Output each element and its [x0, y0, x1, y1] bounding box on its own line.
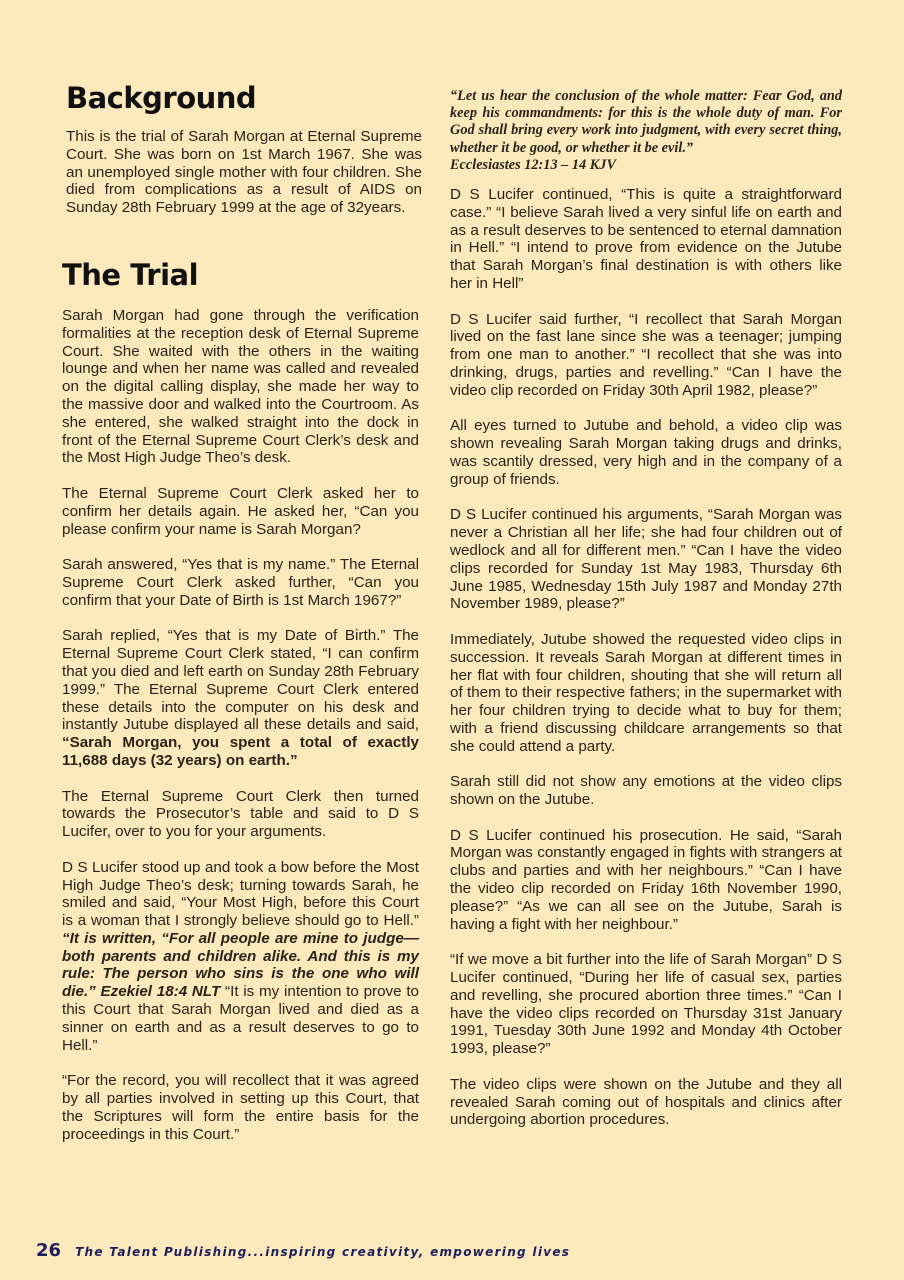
trial-paragraph-5: The Eternal Supreme Court Clerk then turned towards the Prosecutor’s table and said to D S Lucifer, over to you for your arguments.	[62, 787, 419, 841]
right-paragraph-1: D S Lucifer continued, “This is quite a straightforward case.” “I believe Sarah lived a very sinful life on earth and as a result deserves to be sentenced to eternal damnation in Hell.” “I intend to prove from evidence on the Jutube that Sarah Morgan’s final destination is with others like her in Hell”	[450, 186, 842, 292]
trial-paragraph-2: The Eternal Supreme Court Clerk asked her to confirm her details again. He asked her, “Can you please confirm your name is Sarah Morgan?	[62, 484, 419, 538]
trial-body	[62, 307, 419, 1161]
right-paragraph-4: D S Lucifer continued his arguments, “Sarah Morgan was never a Christian all her life; she had four children out of wedlock and all for different men.” “Can I have the video clips recorded for Sunday 1st May 1983, Thursday 6th June 1985, Wednesday 15th July 1987 and Monday 27th November 1989, please?”	[450, 506, 842, 613]
right-paragraph-2: D S Lucifer said further, “I recollect that Sarah Morgan lived on the fast lane since she was a teenager; jumping from one man to another.” “I recollect that she was into drinking, drugs, parties and revelling.” “Can I have the video clip recorded on Friday 30th April 1982, please?”	[450, 310, 842, 399]
scripture-quote-ezekiel: “It is written, “For all people are mine to judge—both parents and children alike. And this is my rule: The person who sins is the one who will die.” Ezekiel 18:4 NLT	[62, 929, 419, 1001]
trial-paragraph-6-end: “It is my intention to prove to this Court that Sarah Morgan lived and died as a sinner on earth and as a result deserves to go to Hell.”	[62, 983, 419, 1054]
right-paragraph-7: D S Lucifer continued his prosecution. He said, “Sarah Morgan was constantly engaged in fights with strangers at clubs and parties and with her neighbours.” “Can I have the video clip recorded on Friday 16th November 1990, please?” “As we can all see on the Jutube, Sarah is having a fight with her neighbour.”	[450, 826, 842, 933]
scripture-quote-block	[450, 88, 842, 174]
trial-paragraph-3: Sarah answered, “Yes that is my name.” The Eternal Supreme Court Clerk asked further, “Can you confirm that your Date of Birth is 1st March 1967?”	[62, 556, 419, 609]
trial-paragraph-6-text: D S Lucifer stood up and took a bow before the Most High Judge Theo’s desk; turning towards Sarah, he smiled and said, “Your Most High, before this Court is a woman that I strongly believe should go to Hell.”	[62, 858, 419, 930]
scripture-quote-text: “Let us hear the conclusion of the whole matter: Fear God, and keep his commandments: for this is the whole duty of man. For God shall bring every work into judgment, with every secret thing, whether it be good, or whether it be evil.”	[450, 88, 842, 156]
background-heading: Background	[66, 81, 257, 115]
right-paragraph-3: All eyes turned to Jutube and behold, a video clip was shown revealing Sarah Morgan taking drugs and drinks, was scantily dressed, very high and in the company of a group of friends.	[450, 417, 842, 488]
trial-paragraph-4-bold: “Sarah Morgan, you spent a total of exactly 11,688 days (32 years) on earth.”	[62, 734, 419, 769]
page-footer	[36, 1240, 570, 1261]
trial-paragraph-1: Sarah Morgan had gone through the verification formalities at the reception desk of Eternal Supreme Court. She waited with the others in the waiting lounge and when her name was called and revealed on the digital calling display, she made her way to the massive door and walked into the Courtroom. As she entered, she walked straight into the dock in front of the Eternal Supreme Court Clerk’s desk and the Most High Judge Theo’s desk.	[62, 307, 419, 467]
trial-heading: The Trial	[62, 258, 199, 292]
right-paragraph-6: Sarah still did not show any emotions at the video clips shown on the Jutube.	[450, 773, 842, 809]
trial-paragraph-6	[62, 859, 419, 1055]
scripture-quote-reference: Ecclesiastes 12:13 – 14 KJV	[450, 156, 616, 173]
trial-paragraph-4-text: Sarah replied, “Yes that is my Date of Birth.” The Eternal Supreme Court Clerk stated, “I can confirm that you died and left earth on Sunday 28th February 1999.” The Eternal Supreme Court Clerk entered these details into the computer on his desk and instantly Jutube displayed all these details and said,	[62, 627, 419, 734]
right-paragraph-8: “If we move a bit further into the life of Sarah Morgan” D S Lucifer continued, “During her life of casual sex, parties and revelling, she procured abortion three times.” “Can I have the video clips recorded on Thursday 31st January 1991, Tuesday 30th June 1992 and Monday 4th October 1993, please?”	[450, 951, 842, 1058]
scripture-quote-ecclesiastes	[450, 88, 842, 174]
publisher-tagline: The Talent Publishing...inspiring creativity, empowering lives	[75, 1245, 571, 1259]
background-paragraph: This is the trial of Sarah Morgan at Eternal Supreme Court. She was born on 1st March 1967. She was an unemployed single mother with four children. She died from complications as a result of AIDS on Sunday 28th February 1999 at the age of 32years.	[66, 128, 422, 217]
page-number: 26	[36, 1240, 62, 1261]
right-body	[450, 186, 842, 1147]
trial-paragraph-4	[62, 627, 419, 769]
trial-paragraph-7: “For the record, you will recollect that it was agreed by all parties involved in setting up this Court, that the Scriptures will form the entire basis for the proceedings in this Court.”	[62, 1072, 419, 1143]
right-paragraph-9: The video clips were shown on the Jutube and they all revealed Sarah coming out of hospitals and clinics after undergoing abortion procedures.	[450, 1075, 842, 1129]
right-paragraph-5: Immediately, Jutube showed the requested video clips in succession. It reveals Sarah Morgan at different times in her flat with four children, shouting that she will return all of them to their respective fathers; in the supermarket with her four children trying to decide what to buy for them; with a friend discussing childcare arrangements so that she could attend a party.	[450, 630, 842, 755]
